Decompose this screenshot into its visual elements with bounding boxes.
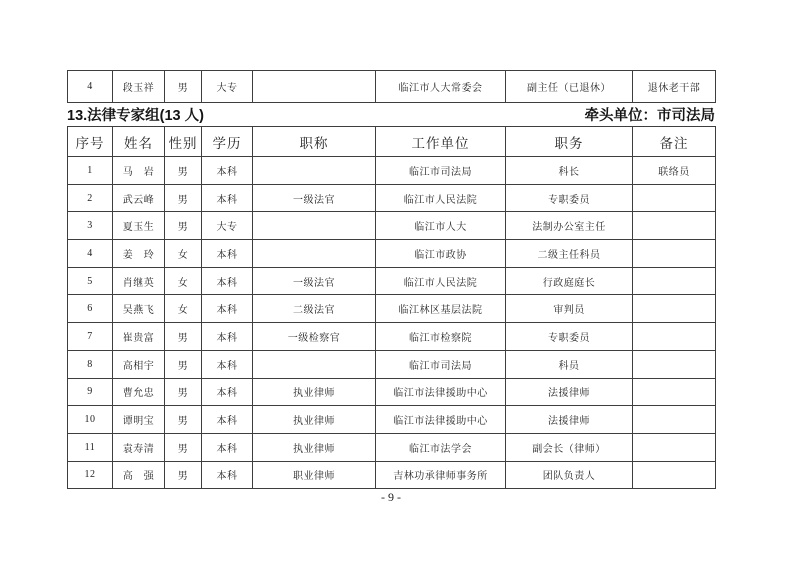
- cell-name: 武云峰: [113, 184, 165, 212]
- table-header-row: [68, 127, 716, 157]
- cell-note: [633, 295, 716, 323]
- cell-education: 本科: [202, 157, 253, 185]
- cell-seq: 5: [68, 267, 113, 295]
- cell-title: 执业律师: [253, 433, 376, 461]
- cell-education: 本科: [202, 267, 253, 295]
- cell-seq: 12: [68, 461, 113, 489]
- cell-position: 行政庭庭长: [506, 267, 633, 295]
- cell-gender: 男: [165, 461, 202, 489]
- cell-gender: 女: [165, 267, 202, 295]
- cell-name: 段玉祥: [113, 71, 165, 103]
- cell-education: 本科: [202, 295, 253, 323]
- cell-title: 执业律师: [253, 378, 376, 406]
- cell-seq: 1: [68, 157, 113, 185]
- cell-name: 夏玉生: [113, 212, 165, 240]
- cell-position: 法援律师: [506, 378, 633, 406]
- header-work-unit: 工作单位: [376, 127, 506, 157]
- cell-name: 吴燕飞: [113, 295, 165, 323]
- cell-note: [633, 433, 716, 461]
- cell-seq: 4: [68, 240, 113, 268]
- cell-position: 副会长（律师）: [506, 433, 633, 461]
- cell-work-unit: 临江市司法局: [376, 157, 506, 185]
- cell-note: [633, 240, 716, 268]
- cell-position: 专职委员: [506, 323, 633, 351]
- cell-position: 团队负责人: [506, 461, 633, 489]
- previous-group-table: [67, 70, 716, 103]
- table-row: [68, 406, 716, 434]
- cell-title: 一级法官: [253, 184, 376, 212]
- cell-gender: 男: [165, 406, 202, 434]
- page-content: [67, 70, 715, 505]
- cell-title: [253, 240, 376, 268]
- cell-title: 一级检察官: [253, 323, 376, 351]
- table-row: [68, 184, 716, 212]
- cell-note: [633, 461, 716, 489]
- cell-title: [253, 350, 376, 378]
- cell-seq: 8: [68, 350, 113, 378]
- cell-seq: 9: [68, 378, 113, 406]
- cell-position: 科员: [506, 350, 633, 378]
- cell-gender: 女: [165, 295, 202, 323]
- cell-position: 法制办公室主任: [506, 212, 633, 240]
- experts-table: [67, 126, 716, 489]
- cell-title: 二级法官: [253, 295, 376, 323]
- cell-work-unit: 临江林区基层法院: [376, 295, 506, 323]
- cell-position: 专职委员: [506, 184, 633, 212]
- cell-name: 马 岩: [113, 157, 165, 185]
- section-lead-unit: 牵头单位：市司法局: [584, 108, 715, 124]
- header-position: 职务: [506, 127, 633, 157]
- cell-work-unit: 临江市人民法院: [376, 184, 506, 212]
- cell-education: 本科: [202, 323, 253, 351]
- cell-education: 本科: [202, 433, 253, 461]
- cell-gender: 男: [165, 71, 202, 103]
- cell-gender: 女: [165, 240, 202, 268]
- cell-note: [633, 212, 716, 240]
- cell-note: [633, 184, 716, 212]
- cell-education: 本科: [202, 378, 253, 406]
- cell-gender: 男: [165, 350, 202, 378]
- cell-title: 执业律师: [253, 406, 376, 434]
- header-note: 备注: [633, 127, 716, 157]
- cell-education: 本科: [202, 184, 253, 212]
- header-seq: 序号: [68, 127, 113, 157]
- table-row: [68, 157, 716, 185]
- cell-seq: 4: [68, 71, 113, 103]
- cell-name: 高 强: [113, 461, 165, 489]
- cell-gender: 男: [165, 184, 202, 212]
- cell-position: 审判员: [506, 295, 633, 323]
- cell-position: 科长: [506, 157, 633, 185]
- table-row: [68, 295, 716, 323]
- cell-seq: 2: [68, 184, 113, 212]
- cell-work-unit: 临江市法律援助中心: [376, 378, 506, 406]
- cell-education: 大专: [202, 212, 253, 240]
- table-row: [68, 350, 716, 378]
- table-row: [68, 212, 716, 240]
- cell-note: 退休老干部: [633, 71, 716, 103]
- cell-name: 高相宇: [113, 350, 165, 378]
- header-title: 职称: [253, 127, 376, 157]
- table-row: [68, 323, 716, 351]
- cell-name: 袁寿清: [113, 433, 165, 461]
- cell-seq: 3: [68, 212, 113, 240]
- cell-work-unit: 临江市法律援助中心: [376, 406, 506, 434]
- header-education: 学历: [202, 127, 253, 157]
- cell-seq: 6: [68, 295, 113, 323]
- cell-education: 本科: [202, 350, 253, 378]
- cell-note: 联络员: [633, 157, 716, 185]
- cell-education: 本科: [202, 240, 253, 268]
- cell-note: [633, 267, 716, 295]
- cell-education: 大专: [202, 71, 253, 103]
- cell-seq: 10: [68, 406, 113, 434]
- cell-gender: 男: [165, 212, 202, 240]
- header-gender: 性别: [165, 127, 202, 157]
- cell-education: 本科: [202, 406, 253, 434]
- cell-work-unit: 临江市政协: [376, 240, 506, 268]
- cell-work-unit: 临江市检察院: [376, 323, 506, 351]
- section-heading: [67, 103, 715, 126]
- cell-note: [633, 323, 716, 351]
- section-title: 13.法律专家组(13 人): [67, 108, 204, 124]
- cell-name: 姜 玲: [113, 240, 165, 268]
- cell-position: 副主任（已退休）: [506, 71, 633, 103]
- table-row: [68, 240, 716, 268]
- cell-seq: 11: [68, 433, 113, 461]
- page-number: - 9 -: [381, 490, 401, 505]
- cell-gender: 男: [165, 433, 202, 461]
- cell-work-unit: 临江市法学会: [376, 433, 506, 461]
- cell-name: 曹允忠: [113, 378, 165, 406]
- cell-work-unit: 临江市人大: [376, 212, 506, 240]
- cell-gender: 男: [165, 323, 202, 351]
- cell-title: 职业律师: [253, 461, 376, 489]
- cell-note: [633, 350, 716, 378]
- cell-title: [253, 71, 376, 103]
- cell-title: [253, 157, 376, 185]
- cell-education: 本科: [202, 461, 253, 489]
- cell-gender: 男: [165, 157, 202, 185]
- table-row: [68, 378, 716, 406]
- table-row: [68, 461, 716, 489]
- cell-work-unit: 吉林功承律师事务所: [376, 461, 506, 489]
- cell-work-unit: 临江市人大常委会: [376, 71, 506, 103]
- cell-seq: 7: [68, 323, 113, 351]
- cell-position: 二级主任科员: [506, 240, 633, 268]
- cell-name: 谭明宝: [113, 406, 165, 434]
- cell-note: [633, 378, 716, 406]
- cell-work-unit: 临江市司法局: [376, 350, 506, 378]
- table-row: [68, 433, 716, 461]
- table-row: [68, 267, 716, 295]
- header-name: 姓名: [113, 127, 165, 157]
- cell-position: 法援律师: [506, 406, 633, 434]
- cell-title: 一级法官: [253, 267, 376, 295]
- cell-title: [253, 212, 376, 240]
- cell-name: 崔贵富: [113, 323, 165, 351]
- cell-note: [633, 406, 716, 434]
- cell-work-unit: 临江市人民法院: [376, 267, 506, 295]
- cell-name: 肖继英: [113, 267, 165, 295]
- table-row: [68, 71, 716, 103]
- cell-gender: 男: [165, 378, 202, 406]
